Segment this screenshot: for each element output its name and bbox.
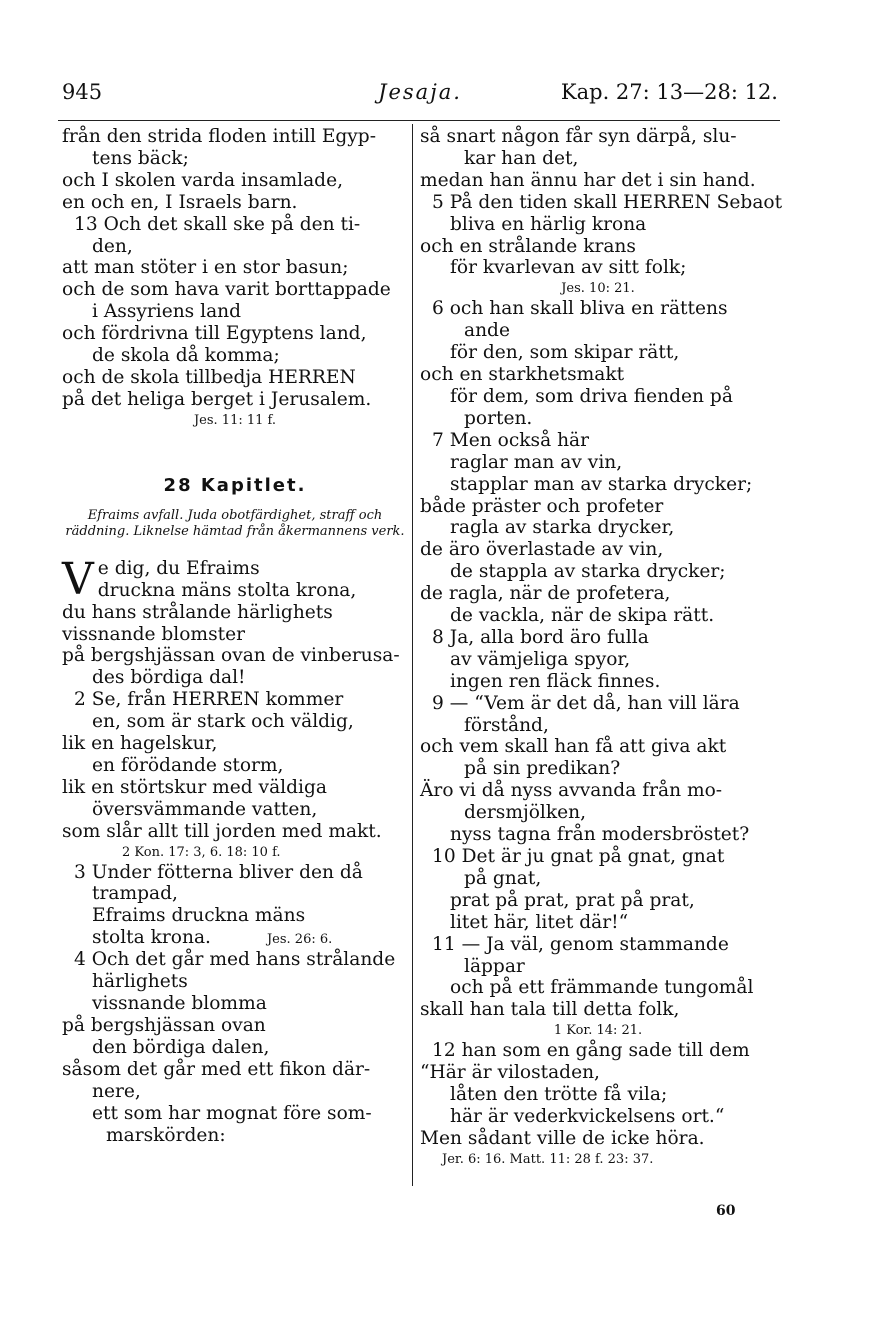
verse-line: för kvarlevan av sitt folk; xyxy=(450,257,687,279)
verse-line: 10 Det är ju gnat på gnat, gnat xyxy=(432,846,725,867)
verse-line: i Assyriens land xyxy=(92,301,242,323)
verse-line: nere, xyxy=(92,1080,141,1102)
verse-line: Men sådant ville de icke höra. xyxy=(420,1127,705,1149)
divine-name: HERREN xyxy=(172,689,260,711)
verse-line: de skola då komma; xyxy=(92,345,280,367)
verse-line: såsom det går med ett fikon där- xyxy=(62,1058,371,1080)
verse-line: 3 Under fötterna bliver den då xyxy=(74,861,363,883)
verse-line xyxy=(420,191,783,214)
verse-line: stapplar man av starka drycker; xyxy=(450,473,753,495)
cross-reference: 1 Kor. 14: 21. xyxy=(553,1023,643,1039)
verse-line: porten. xyxy=(464,407,533,429)
chapter-summary: Efraims avfall. Juda obotfärdighet, straff och räddning. Liknelse hämtad från åkermannens verk. xyxy=(65,507,405,539)
verse-line: på sin predikan? xyxy=(464,758,621,780)
verse-line: 12 han som en gång sade till dem xyxy=(432,1040,750,1062)
left-column xyxy=(62,126,408,1146)
divine-name: HERREN xyxy=(268,366,356,388)
verse-line: tens bäck; xyxy=(92,147,189,169)
verse-line: så snart någon får syn därpå, slu- xyxy=(420,126,737,147)
verse-line: här är vederkvickelsens ort.“ xyxy=(450,1105,725,1127)
verse-line: 4 Och det går med hans strålande xyxy=(74,949,396,971)
verse-line: de ragla, när de profetera, xyxy=(420,583,671,605)
verse-line: och en starkhetsmakt xyxy=(420,364,625,386)
verse-line: för den, som skipar rätt, xyxy=(450,342,680,364)
verse-line xyxy=(62,689,408,711)
verse-line: på bergshjässan ovan xyxy=(62,1015,266,1036)
verse-line: och vem skall han få att giva akt xyxy=(420,736,727,758)
verse-line xyxy=(62,927,408,949)
verse-line: Äro vi då nyss avvanda från mo- xyxy=(420,780,723,802)
verse-line: läppar xyxy=(464,955,525,977)
verse-line: som slår allt till jorden med makt. xyxy=(62,820,382,842)
verse-line: de vackla, när de skipa rätt. xyxy=(450,605,715,627)
verse-text: kommer xyxy=(259,689,344,711)
verse-line: att man stöter i en stor basun; xyxy=(62,257,349,279)
verse-line: nyss tagna från modersbröstet? xyxy=(450,824,750,846)
verse-line: “Här är vilostaden, xyxy=(420,1062,600,1084)
verse-line: kar han det, xyxy=(464,147,579,169)
cross-reference: Jes. 26: 6. xyxy=(266,932,333,948)
chapter-reference: Kap. 27: 13—28: 12. xyxy=(560,80,778,104)
book-title: Jesaja. xyxy=(378,80,462,104)
verse-line: ett som har mognat före som- xyxy=(92,1102,372,1124)
verse-line: 11 — Ja väl, genom stammande xyxy=(432,933,729,955)
verse-line: Efraims druckna mäns xyxy=(92,905,306,927)
page-number: 945 xyxy=(62,80,103,104)
verse-line: medan han ännu har det i sin hand. xyxy=(420,169,756,191)
verse-line: ande xyxy=(464,320,510,342)
verse-line: skall han tala till detta folk, xyxy=(420,999,680,1021)
verse-line: 7 Men också här xyxy=(432,429,590,451)
verse-text: och de skola tillbedja xyxy=(62,366,269,388)
verse-line: den bördiga dalen, xyxy=(92,1036,270,1058)
verse-line: bliva en härlig krona xyxy=(450,213,647,235)
chapter-heading: 28 Kapitlet. xyxy=(163,474,307,496)
verse-line: av vämjeliga spyor, xyxy=(450,648,631,670)
column-divider xyxy=(412,124,413,1186)
verse-line: vissnande blomster xyxy=(62,623,245,645)
verse-line: från den strida floden intill Egyp- xyxy=(62,126,376,147)
header-rule xyxy=(58,120,780,121)
verse-line xyxy=(62,367,408,389)
verse-text: 2 Se, från xyxy=(74,689,173,711)
verse-line: härlighets xyxy=(92,971,188,993)
verse-line: och fördrivna till Egyptens land, xyxy=(62,323,367,345)
cross-reference: Jes. 10: 21. xyxy=(561,281,635,297)
verse-line: de stappla av starka drycker; xyxy=(450,561,726,583)
divine-name: HERREN xyxy=(623,191,711,213)
verse-line: 8 Ja, alla bord äro fulla xyxy=(432,626,649,648)
verse-line: på bergshjässan ovan de vinberusa- xyxy=(62,645,400,667)
verse-line: på det heliga berget i Jerusalem. xyxy=(62,388,372,410)
verse-text: 5 På den tiden skall xyxy=(432,191,624,213)
verse-text: stolta krona. xyxy=(92,927,211,949)
verse-line: marskörden: xyxy=(106,1124,226,1146)
verse-line: en och en, I Israels barn. xyxy=(62,191,298,213)
verse-line: förstånd, xyxy=(464,714,549,736)
verse-line: druckna mäns stolta krona, xyxy=(97,579,357,601)
signature-mark: 60 xyxy=(716,1203,736,1219)
verse-line: för dem, som driva fienden på xyxy=(450,385,733,407)
verse-line: på gnat, xyxy=(464,867,542,889)
verse-line: 6 och han skall bliva en rättens xyxy=(432,298,728,320)
verse-line: raglar man av vin, xyxy=(450,451,623,473)
verse-line: och en strålande krans xyxy=(420,235,636,257)
verse-line: och på ett främmande tungomål xyxy=(450,977,754,999)
verse-line: låten den trötte få vila; xyxy=(450,1084,668,1106)
verse-line: trampad, xyxy=(92,883,178,905)
verse-line: en, som är stark och väldig, xyxy=(92,711,354,733)
verse-line: litet här, litet där!“ xyxy=(450,911,629,933)
verse-line: och de som hava varit borttappade xyxy=(62,279,391,301)
verse-line: lik en störtskur med väldiga xyxy=(62,776,327,798)
drop-cap: V xyxy=(62,553,94,605)
verse-line: och I skolen varda insamlade, xyxy=(62,169,343,191)
verse-line: ingen ren fläck finnes. xyxy=(450,670,661,692)
verse-line: en förödande storm, xyxy=(92,754,284,776)
verse-text: Sebaot xyxy=(710,191,783,213)
right-column xyxy=(420,126,783,1169)
verse-line: de äro överlastade av vin, xyxy=(420,539,664,561)
verse-line: du hans strålande härlighets xyxy=(62,601,333,623)
verse-text: e dig, du Efraims xyxy=(97,557,260,579)
cross-reference: Jes. 11: 11 f. xyxy=(193,412,277,428)
cross-reference: 2 Kon. 17: 3, 6. 18: 10 f. xyxy=(122,844,281,860)
verse-line: lik en hagelskur, xyxy=(62,733,218,755)
verse-line: den, xyxy=(92,235,133,257)
verse-line: dersmjölken, xyxy=(464,802,587,824)
cross-reference: Jer. 6: 16. Matt. 11: 28 f. 23: 37. xyxy=(442,1151,654,1167)
verse-line: både präster och profeter xyxy=(420,495,664,517)
verse-line: 9 — “Vem är det då, han vill lära xyxy=(432,692,740,714)
verse-line: 13 Och det skall ske på den ti- xyxy=(74,213,361,235)
verse-line: prat på prat, prat på prat, xyxy=(450,889,695,911)
verse-line: ragla av starka drycker, xyxy=(450,517,675,539)
verse-line: vissnande blomma xyxy=(92,993,267,1015)
verse-line: översvämmande vatten, xyxy=(92,798,318,820)
verse-line: des bördiga dal! xyxy=(92,667,246,689)
running-header xyxy=(62,80,778,114)
